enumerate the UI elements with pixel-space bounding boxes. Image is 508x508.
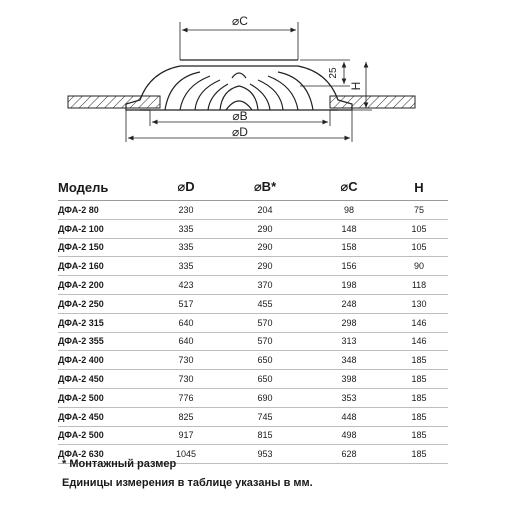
cell-c: 313	[308, 332, 390, 351]
cell-c: 353	[308, 388, 390, 407]
cell-b: 650	[222, 370, 308, 389]
cell-model: ДФА-2 450	[58, 370, 150, 389]
cell-c: 98	[308, 201, 390, 220]
header-c: ⌀C	[340, 179, 358, 194]
cell-c: 448	[308, 407, 390, 426]
cell-d: 335	[150, 257, 222, 276]
cell-model: ДФА-2 200	[58, 276, 150, 295]
ceiling-right	[330, 96, 415, 108]
header-b: ⌀B*	[253, 179, 277, 194]
cell-b: 290	[222, 219, 308, 238]
cell-d: 640	[150, 313, 222, 332]
cell-model: ДФА-2 80	[58, 201, 150, 220]
cell-d: 776	[150, 388, 222, 407]
table-row	[58, 370, 448, 389]
cell-model: ДФА-2 450	[58, 407, 150, 426]
cell-model: ДФА-2 100	[58, 219, 150, 238]
cell-b: 570	[222, 332, 308, 351]
cell-d: 423	[150, 276, 222, 295]
table-row	[58, 257, 448, 276]
label-25: 25	[328, 67, 339, 79]
dimension-b	[150, 109, 330, 126]
cell-d: 335	[150, 219, 222, 238]
cell-model: ДФА-2 355	[58, 332, 150, 351]
table-row	[58, 219, 448, 238]
cell-h: 90	[390, 257, 448, 276]
cell-model: ДФА-2 500	[58, 426, 150, 445]
label-c: ⌀C	[232, 14, 248, 28]
cell-model: ДФА-2 400	[58, 351, 150, 370]
table-row	[58, 426, 448, 445]
cell-h: 185	[390, 370, 448, 389]
cell-h: 185	[390, 445, 448, 464]
cell-d: 517	[150, 294, 222, 313]
cell-c: 158	[308, 238, 390, 257]
cell-model: ДФА-2 630	[58, 445, 150, 464]
cell-model: ДФА-2 250	[58, 294, 150, 313]
table-header-row	[58, 176, 448, 201]
cell-d: 825	[150, 407, 222, 426]
cell-model: ДФА-2 150	[58, 238, 150, 257]
cell-model: ДФА-2 315	[58, 313, 150, 332]
cell-c: 498	[308, 426, 390, 445]
cell-b: 370	[222, 276, 308, 295]
spec-table	[58, 176, 448, 464]
cell-h: 185	[390, 407, 448, 426]
table-row	[58, 276, 448, 295]
cell-c: 248	[308, 294, 390, 313]
cell-d: 730	[150, 351, 222, 370]
diffuser-drawing	[0, 0, 508, 160]
cell-d: 230	[150, 201, 222, 220]
units-note: Единицы измерения в таблице указаны в мм.	[62, 477, 313, 489]
cell-b: 690	[222, 388, 308, 407]
cell-d: 335	[150, 238, 222, 257]
dimension-25	[300, 60, 350, 86]
label-b: ⌀B	[232, 109, 248, 123]
label-d: ⌀D	[232, 125, 248, 139]
cell-d: 730	[150, 370, 222, 389]
cell-b: 745	[222, 407, 308, 426]
table-row	[58, 332, 448, 351]
cell-h: 185	[390, 388, 448, 407]
dimension-c	[180, 14, 298, 60]
cell-h: 75	[390, 201, 448, 220]
label-h: H	[349, 81, 363, 91]
cell-h: 185	[390, 351, 448, 370]
cell-d: 917	[150, 426, 222, 445]
cell-d: 1045	[150, 445, 222, 464]
cell-b: 953	[222, 445, 308, 464]
cell-d: 640	[150, 332, 222, 351]
cell-c: 628	[308, 445, 390, 464]
header-d: ⌀D	[177, 179, 195, 194]
cell-c: 348	[308, 351, 390, 370]
cell-c: 198	[308, 276, 390, 295]
table-row	[58, 201, 448, 220]
cell-model: ДФА-2 160	[58, 257, 150, 276]
cell-h: 146	[390, 332, 448, 351]
table-row	[58, 313, 448, 332]
cell-b: 455	[222, 294, 308, 313]
cell-c: 398	[308, 370, 390, 389]
header-model: Модель	[58, 179, 109, 195]
cell-b: 570	[222, 313, 308, 332]
cell-h: 118	[390, 276, 448, 295]
cell-b: 290	[222, 257, 308, 276]
cell-b: 204	[222, 201, 308, 220]
cell-c: 148	[308, 219, 390, 238]
cell-b: 290	[222, 238, 308, 257]
table-body	[58, 201, 448, 464]
mounting-note: * Монтажный размер	[62, 458, 177, 470]
cell-b: 815	[222, 426, 308, 445]
header-h: H	[414, 179, 424, 195]
cell-h: 130	[390, 294, 448, 313]
cell-b: 650	[222, 351, 308, 370]
table-row	[58, 238, 448, 257]
cell-h: 146	[390, 313, 448, 332]
cell-c: 156	[308, 257, 390, 276]
table-row	[58, 351, 448, 370]
table-row	[58, 407, 448, 426]
cell-h: 105	[390, 219, 448, 238]
cell-model: ДФА-2 500	[58, 388, 150, 407]
cell-h: 105	[390, 238, 448, 257]
table-row	[58, 294, 448, 313]
table-row	[58, 388, 448, 407]
ceiling-left	[68, 96, 160, 108]
cell-h: 185	[390, 426, 448, 445]
cell-c: 298	[308, 313, 390, 332]
